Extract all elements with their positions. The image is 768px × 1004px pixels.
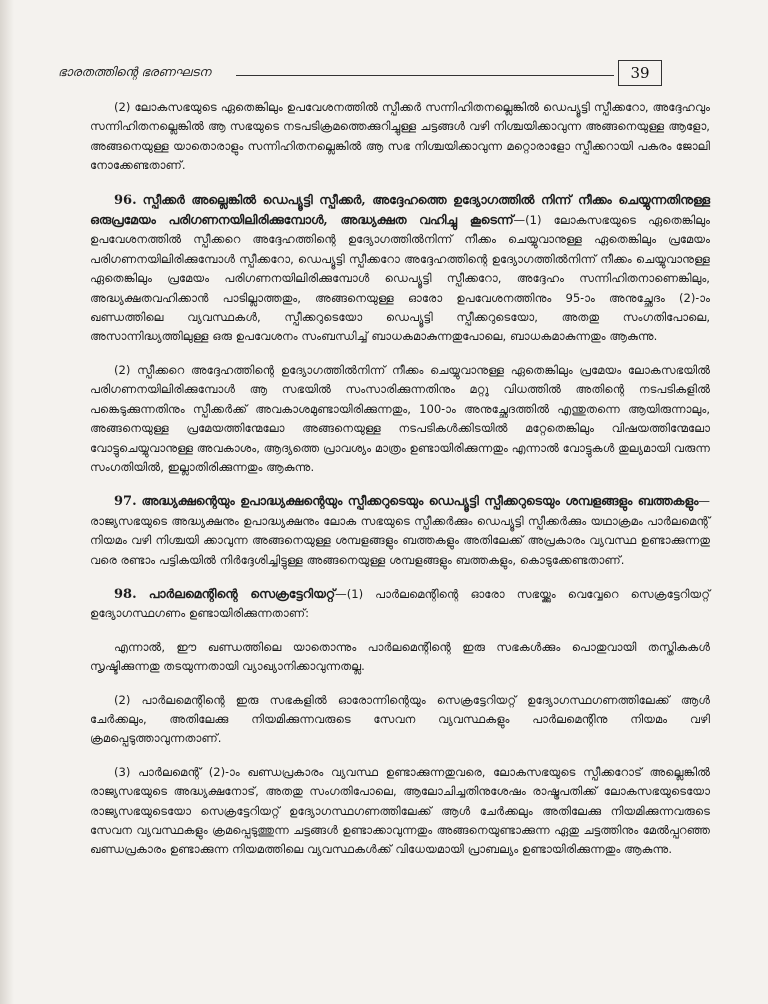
section-text: —(1) ലോകസഭയുടെ ഏതെങ്കിലും ഉപവേശനത്തിൽ സ്പീക്കറെ അദ്ദേഹത്തിന്റെ ഉദ്യോഗത്തിൽനിന്ന് നീക്കം ചെയ്യുവാനുള്ള ഏതെങ്കിലും പ്രമേയം പരിഗണനയിലിരിക്കുമ്പോൾ സ്പീക്കറോ, ഡെപ്യൂട്ടി സ്പീക്കറോ അദ്ദേഹത്തിന്റെ ഉദ്യോഗത്തിൽനിന്ന് നീക്കം ചെയ്യുവാനുള്ള ഏതെങ്കിലും പ്രമേയം പരിഗണനയിലിരിക്കുമ്പോൾ ഡെപ്യൂട്ടി സ്പീക്കറോ, അദ്ദേഹം സന്നിഹിതനാണെങ്കിലും, അദ്ധ്യക്ഷതവഹിക്കാൻ പാടില്ലാത്തതും, അങ്ങനെയുള്ള ഓരോ ഉപവേശനത്തിനും 95-ാം അനുച്ഛേദം (2)-ാം ഖണ്ഡത്തിലെ വ്യവസ്ഥകൾ, സ്പീക്കറുടെയോ ഡെപ്യൂട്ടി സ്പീക്കറുടെയോ, അതതു സംഗതിപോലെ, അസാന്നിദ്ധ്യത്തിലുള്ള ഒരു ഉപവേശനം സംബന്ധിച്ച് ബാധകമാകുന്നതുപോലെ, ബാധകമാകുന്നതും ആകുന്നു. [90, 213, 710, 344]
section-heading: സ്പീക്കർ അല്ലെങ്കിൽ ഡെപ്യൂട്ടി സ്പീക്കർ, അദ്ദേഹത്തെ ഉദ്യോഗത്തിൽ നിന്ന് നീക്കം ചെയ്യുന്നതിനുള്ള ഒരുപ്രമേയം പരിഗണനയിലിരിക്കുമ്പോൾ, അദ്ധ്യക്ഷത വഹിച്ചു കൂടെന്ന് [90, 191, 711, 228]
document-body [90, 98, 710, 874]
proviso-98-1 [90, 638, 710, 677]
paragraph-98-2 [90, 691, 710, 749]
section-number: 98. [114, 586, 137, 602]
section-96 [90, 190, 710, 347]
clause-number: (2) [114, 362, 131, 377]
section-heading: പാർലമെന്റിന്റെ സെക്രട്ടേറിയറ്റ് [148, 585, 336, 601]
paragraph-96-2 [90, 361, 710, 477]
page-header [58, 60, 662, 88]
paragraph-text: ലോകസഭയുടെ ഏതെങ്കിലും ഉപവേശനത്തിൽ സ്പീക്കർ സന്നിഹിതനല്ലെങ്കിൽ ഡെപ്യൂട്ടി സ്പീക്കറോ, അദ്ദേഹവും സന്നിഹിതനല്ലെങ്കിൽ ആ സഭയുടെ നടപടിക്രമത്തെക്കുറിച്ചുള്ള ചട്ടങ്ങൾ വഴി നിശ്ചയിക്കാവുന്ന അങ്ങനെയുള്ള ആളോ, അങ്ങനെയുള്ള യാതൊരാളും സന്നിഹിതനല്ലെങ്കിൽ ആ സഭ നിശ്ചയിക്കാവുന്ന മറ്റൊരാളോ സ്പീക്കറായി പകരം ജോലി നോക്കേണ്ടതാണ്. [90, 100, 710, 173]
paragraph-text: സ്പീക്കറെ അദ്ദേഹത്തിന്റെ ഉദ്യോഗത്തിൽനിന്ന് നീക്കം ചെയ്യുവാനുള്ള ഏതെങ്കിലും പ്രമേയം ലോകസഭയിൽ പരിഗണനയിലിരിക്കുമ്പോൾ ആ സഭയിൽ സംസാരിക്കുന്നതിനും മറ്റു വിധത്തിൽ അതിന്റെ നടപടികളിൽ പങ്കെടുക്കുന്നതിനും സ്പീക്കർക്ക് അവകാശമുണ്ടായിരിക്കുന്നതും, 100-ാം അനുച്ഛേദത്തിൽ എന്തുതന്നെ ആയിരുന്നാലും, അങ്ങനെയുള്ള പ്രമേയത്തിന്മേലോ അങ്ങനെയുള്ള നടപടികൾക്കിടയിൽ മറ്റേതെങ്കിലും വിഷയത്തിന്മേലോ വോട്ടുചെയ്യുവാനുള്ള അവകാശം, ആദ്യത്തെ പ്രാവശ്യം മാത്രം ഉണ്ടായിരിക്കുന്നതും എന്നാൽ വോട്ടുകൾ തുല്യമായി വരുന്ന സംഗതിയിൽ, ഇല്ലാതിരിക്കുന്നതും ആകുന്നു. [90, 362, 711, 474]
clause-number: (2) [114, 100, 131, 114]
header-rule [236, 75, 614, 76]
paragraph-text: പാർലമെന്റിന്റെ ഇരു സഭകളിൽ ഓരോന്നിന്റെയും സെക്രട്ടേറിയറ്റ് ഉദ്യോഗസ്ഥഗണത്തിലേക്ക് ആൾ ചേർക്കലും, അതിലേക്കു നിയമിക്കുന്നവരുടെ സേവന വ്യവസ്ഥകളും പാർലമെന്റിനു നിയമം വഴി ക്രമപ്പെടുത്താവുന്നതാണ്. [90, 692, 710, 746]
clause-number: (2) [114, 692, 131, 707]
section-text: —രാജ്യസഭയുടെ അദ്ധ്യക്ഷനും ഉപാദ്ധ്യക്ഷനും ലോക സഭയുടെ സ്പീക്കർക്കും ഡെപ്യൂട്ടി സ്പീക്കർക്കും യഥാക്രമം പാർലമെന്റ് നിയമം വഴി നിശ്ചയി ക്കാവുന്ന അങ്ങനെയുള്ള ശമ്പളങ്ങളും ബത്തകളും അതിലേക്ക് അപ്രകാരം വ്യവസ്ഥ ഉണ്ടാക്കുന്നതു വരെ രണ്ടാം പട്ടികയിൽ നിർദ്ദേശിച്ചിട്ടുള്ള അങ്ങനെയുള്ള ശമ്പളങ്ങളും ബത്തകളും, കൊടുക്കേണ്ടതാണ്. [90, 494, 711, 567]
section-heading: അദ്ധ്യക്ഷന്റെയും ഉപാദ്ധ്യക്ഷന്റെയും സ്പീക്കറുടെയും ഡെപ്യൂട്ടി സ്പീക്കറുടെയും ശമ്പളങ്ങളും ബത്തകളും [141, 493, 699, 509]
section-97 [90, 491, 710, 570]
section-98 [90, 584, 710, 624]
page-number: 39 [618, 60, 662, 86]
paragraph-text: പാർലമെന്റ് (2)-ാം ഖണ്ഡപ്രകാരം വ്യവസ്ഥ ഉണ്ടാക്കുന്നതുവരെ, ലോകസഭയുടെ സ്പീക്കറോട് അല്ലെങ്കിൽ രാജ്യസഭയുടെ അദ്ധ്യക്ഷനോട്, അതതു സംഗതിപോലെ, ആലോചിച്ചതിനുശേഷം രാഷ്ട്രപതിക്ക് ലോകസഭയുടെയോ രാജ്യസഭയുടെയോ സെക്രട്ടേറിയറ്റ് ഉദ്യോഗസ്ഥഗണത്തിലേക്ക് ആൾ ചേർക്കലും അതിലേക്കു നിയമിക്കുന്നവരുടെ സേവന വ്യവസ്ഥകളും ക്രമപ്പെടുത്തുന്ന ചട്ടങ്ങൾ ഉണ്ടാക്കാവുന്നതും അങ്ങനെയുണ്ടാക്കുന്ന ഏതു ചട്ടത്തിനും മേൽപ്പറഞ്ഞ ഖണ്ഡപ്രകാരം ഉണ്ടാക്കുന്ന നിയമത്തിലെ വ്യവസ്ഥകൾക്ക് വിധേയമായി പ്രാബല്യം ഉണ്ടായിരിക്കുന്നതും ആകുന്നു. [90, 764, 711, 857]
clause-number: (3) [114, 764, 131, 779]
section-text: —(1) പാർലമെന്റിന്റെ ഓരോ സഭയ്ക്കും വെവ്വേറെ സെക്രട്ടേറിയറ്റ് ഉദ്യോഗസ്ഥഗണം ഉണ്ടായിരിക്കുന്നതാണ്: [90, 586, 711, 621]
page-edge-shadow [0, 0, 14, 1004]
section-number: 96. [114, 192, 137, 208]
paragraph-98-3 [90, 763, 710, 860]
paragraph-93-2 [90, 98, 710, 176]
running-title: ഭാരതത്തിന്റെ ഭരണഘടന [58, 64, 211, 79]
section-number: 97. [114, 494, 137, 510]
paragraph-text: എന്നാൽ, ഈ ഖണ്ഡത്തിലെ യാതൊന്നും പാർലമെന്റിന്റെ ഇരു സഭകൾക്കും പൊതുവായി തസ്തികകൾ സൃഷ്ടിക്കുന്നതു തടയുന്നതായി വ്യാഖ്യാനിക്കാവുന്നതല്ല. [90, 639, 710, 674]
